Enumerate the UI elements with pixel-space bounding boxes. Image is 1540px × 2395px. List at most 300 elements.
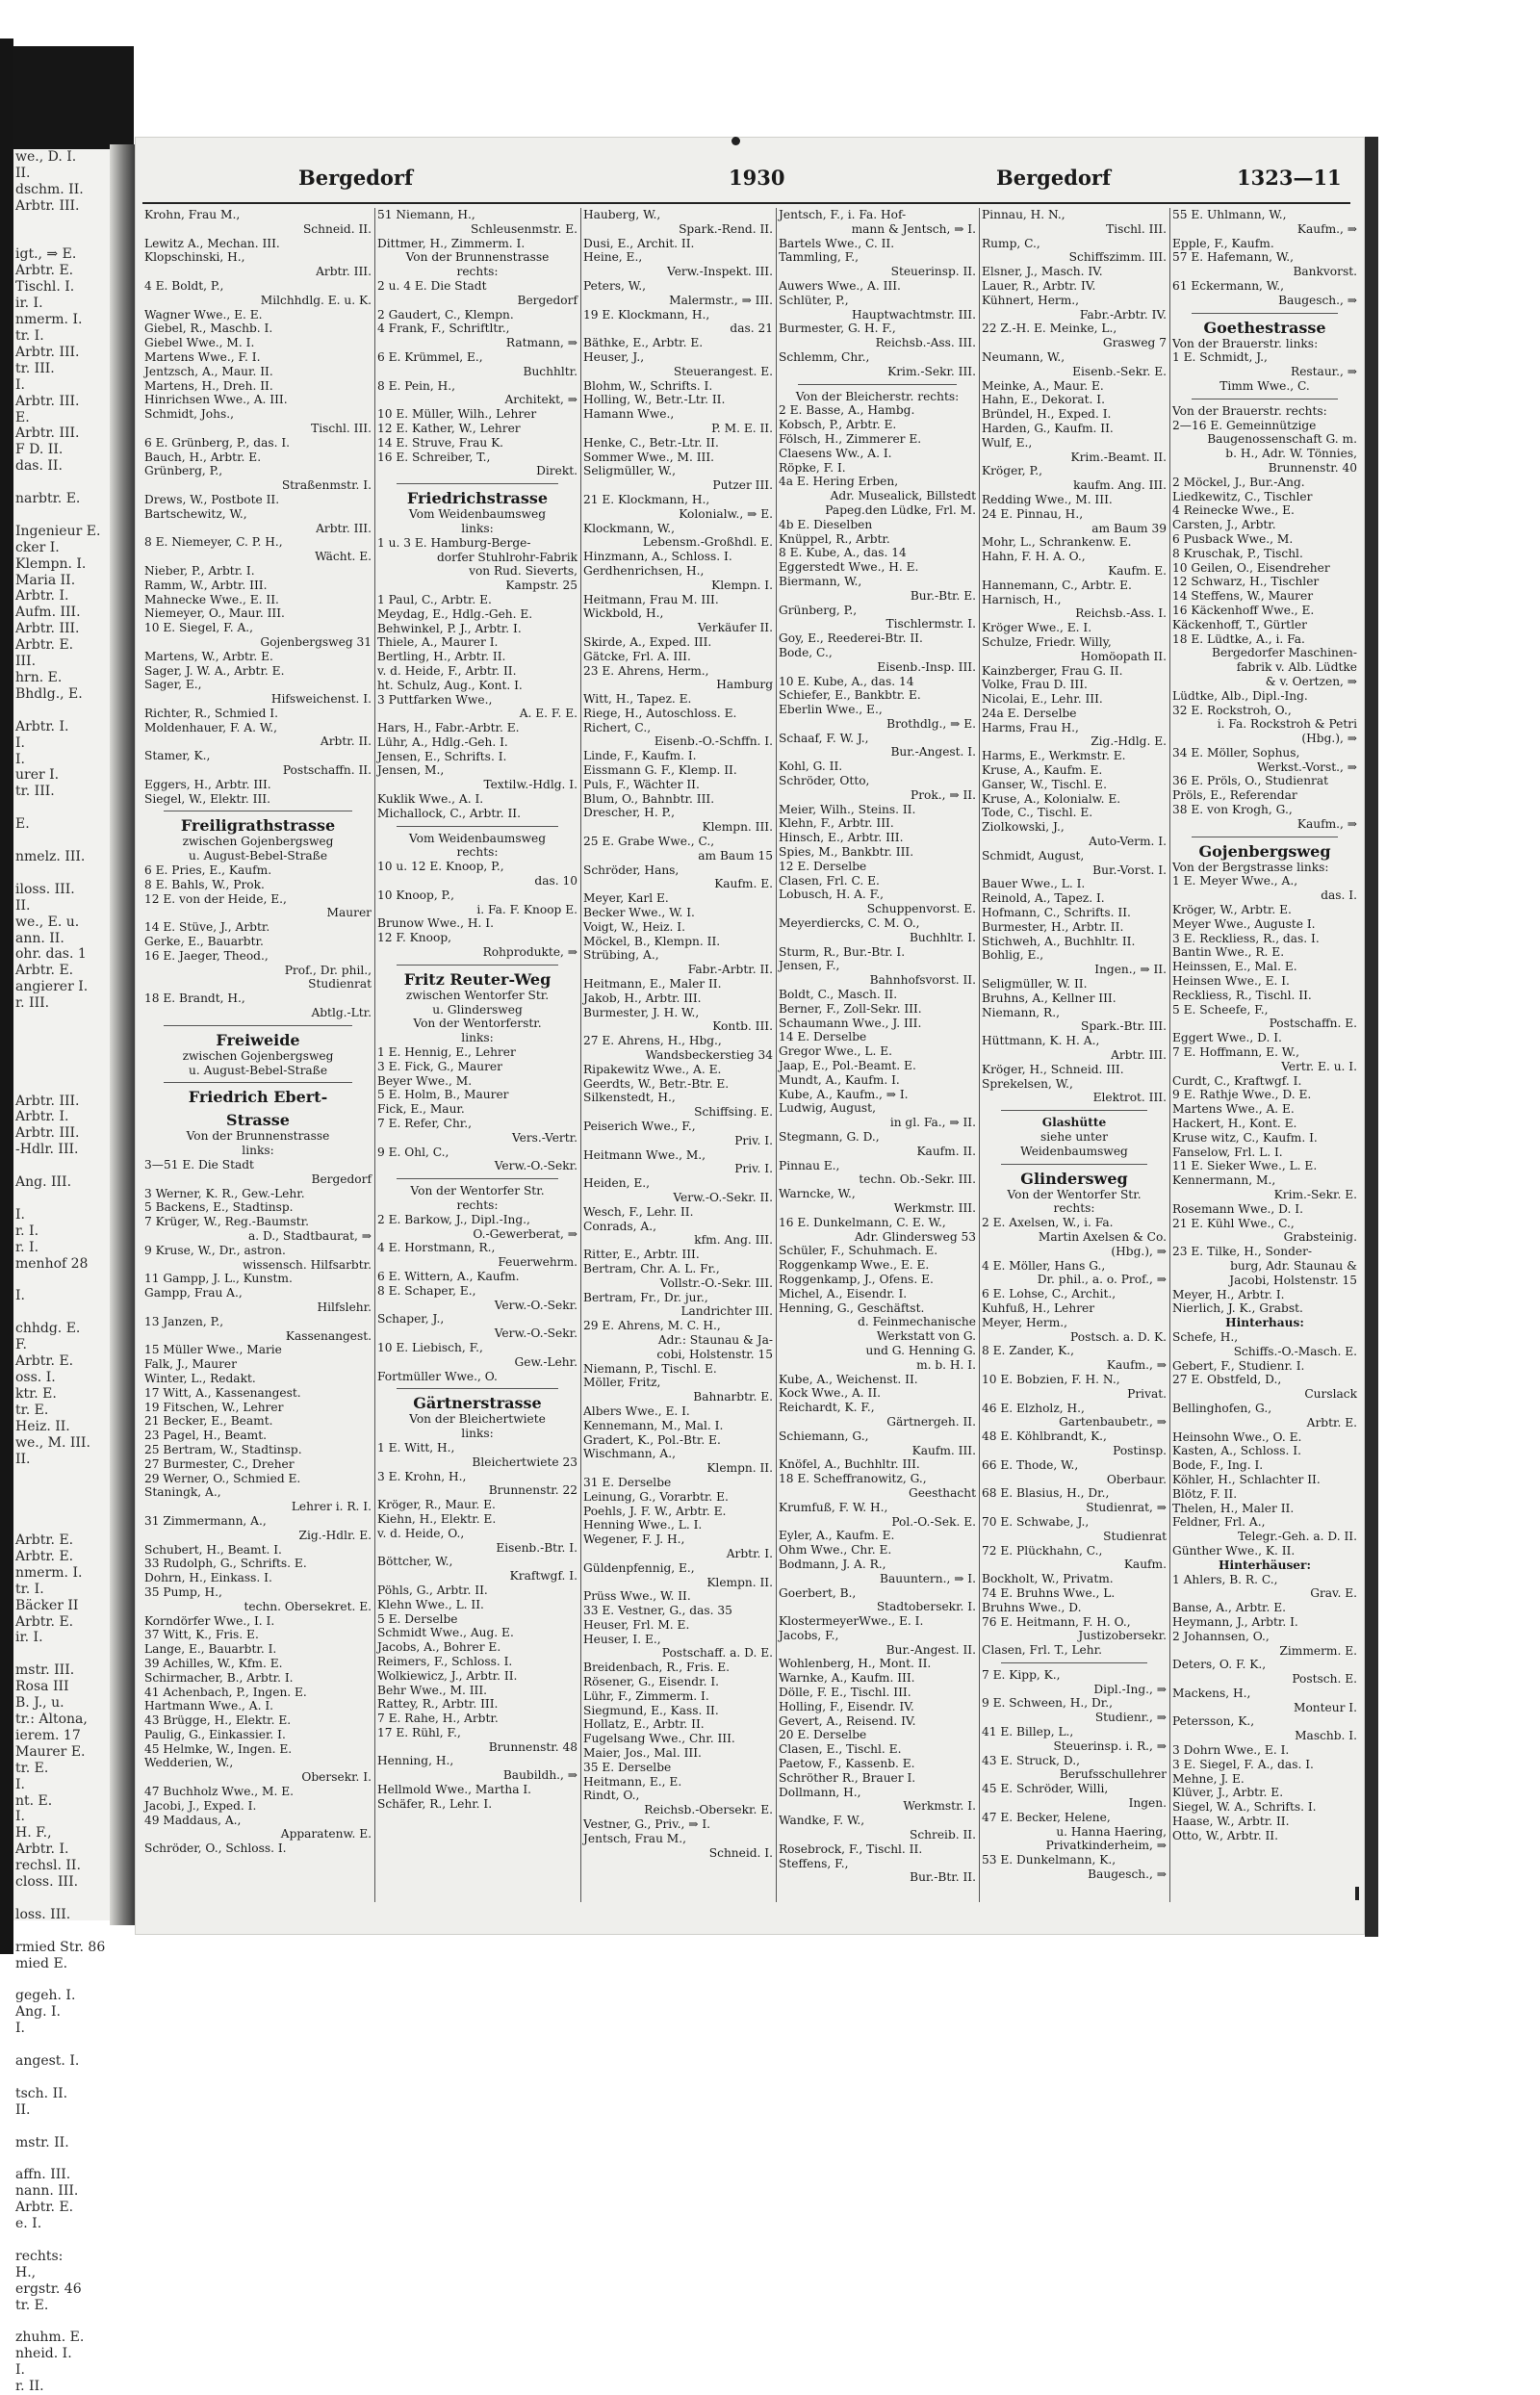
directory-entry: Biermann, W.,: [779, 574, 862, 588]
directory-entry: Heitmann Wwe., M.,: [583, 1147, 706, 1162]
directory-entry: 8 E. Schaper, E.,: [377, 1283, 476, 1298]
directory-entry: 16 E. Dunkelmann, C. E. W.,: [779, 1215, 946, 1229]
directory-entry: Meier, Wilh., Steins. II.: [779, 802, 916, 816]
left-page-line: Arbtr. III.: [15, 621, 80, 637]
directory-entry: Ritter, E., Arbtr. III.: [583, 1248, 700, 1262]
directory-entry: Tischl. III.: [1106, 221, 1167, 236]
directory-entry: Schäfer, R., Lehr. I.: [377, 1796, 493, 1811]
left-page-line: closs. III.: [15, 1874, 79, 1891]
directory-entry: 9 E. Schween, H., Dr.,: [982, 1696, 1114, 1711]
directory-entry: Feldner, Frl. A.,: [1172, 1515, 1266, 1530]
left-page-line: we., D. I.: [15, 149, 77, 165]
directory-entry: Schaaf, F. W. J.,: [779, 731, 869, 745]
directory-entry: 5 Backens, E., Stadtinsp.: [144, 1200, 294, 1215]
directory-entry: Bertram, Fr., Dr. jur.,: [583, 1290, 708, 1304]
directory-entry: Textilw.-Hdlg. I.: [483, 778, 578, 792]
directory-entry: burg, Adr. Staunau &: [1230, 1258, 1357, 1273]
header-city-left: Bergedorf: [298, 166, 414, 190]
directory-entry: Baugesch., ⇒: [1088, 1867, 1167, 1882]
directory-entry: das. 21: [730, 322, 773, 336]
directory-page: [135, 137, 1365, 1935]
left-page-line: I.: [15, 1288, 25, 1304]
directory-entry: Linde, F., Kaufm. I.: [583, 749, 697, 763]
left-page-line: gegeh. I.: [15, 1988, 76, 2004]
directory-entry: Staningk, A.,: [144, 1485, 221, 1500]
directory-entry: Ziolkowski, J.,: [982, 820, 1065, 835]
directory-entry: Heine, E.,: [583, 250, 643, 265]
section-note: Weidenbaumsweg: [1020, 1144, 1128, 1158]
directory-entry: 3 E. Reckliess, R., das. I.: [1172, 931, 1320, 945]
directory-entry: Curslack: [1304, 1387, 1357, 1402]
directory-entry: Pinnau E.,: [779, 1158, 840, 1172]
directory-entry: Sturm, R., Bur.-Btr. I.: [779, 944, 906, 959]
left-page-fragment: [13, 149, 110, 2395]
directory-entry: Tammling, F.,: [779, 250, 860, 265]
directory-entry: Albers Wwe., E. I.: [583, 1404, 690, 1418]
directory-entry: Jensen, F.,: [779, 959, 840, 973]
directory-entry: Rosebrock, F., Tischl. II.: [779, 1841, 923, 1856]
directory-entry: Claesens Ww., A. I.: [779, 446, 892, 460]
directory-entry: Heinsohn Wwe., O. E.: [1172, 1429, 1302, 1444]
directory-entry: Deters, O. F. K.,: [1172, 1658, 1267, 1672]
directory-entry: Lewitz A., Mechan. III.: [144, 236, 280, 250]
directory-entry: Reckliess, R., Tischl. II.: [1172, 988, 1312, 1002]
directory-entry: Martens, W., Arbtr. E.: [144, 649, 273, 663]
directory-entry: i. Fa. F. Knoop E.: [476, 902, 578, 916]
directory-entry: Bauer Wwe., L. I.: [982, 877, 1086, 891]
directory-entry: Klempn. II.: [706, 1575, 773, 1589]
directory-entry: 31 E. Derselbe: [583, 1475, 672, 1489]
directory-entry: Geerdts, W., Betr.-Btr. E.: [583, 1076, 730, 1091]
directory-entry: Schmidt, August,: [982, 848, 1085, 863]
directory-entry: Peiserich Wwe., F.,: [583, 1120, 696, 1133]
directory-entry: Schreib. II.: [909, 1828, 976, 1842]
directory-entry: Werkst.-Vorst., ⇒: [1256, 760, 1357, 774]
directory-entry: Heuser, Frl. M. E.: [583, 1617, 690, 1632]
directory-entry: 6 E. Krümmel, E.,: [377, 349, 483, 364]
section-note: u. Glindersweg: [432, 1002, 523, 1017]
directory-entry: Lüdtke, Alb., Dipl.-Ing.: [1172, 688, 1308, 703]
directory-entry: Falk, J., Maurer: [144, 1357, 237, 1372]
left-page-line: [13, 703, 110, 719]
section-rule: [798, 384, 957, 385]
section-note: zwischen Gojenbergsweg: [182, 1048, 334, 1063]
directory-entry: Restaur., ⇒: [1291, 365, 1357, 379]
directory-entry: 5 E. Scheefe, F.,: [1172, 1002, 1269, 1017]
directory-entry: Reinold, A., Tapez. I.: [982, 891, 1105, 906]
directory-entry: Puls, F., Wächter II.: [583, 777, 700, 791]
directory-entry: Klopschinski, H.,: [144, 250, 245, 265]
directory-entry: 14 Steffens, W., Maurer: [1172, 589, 1314, 604]
left-page-line: ktr. E.: [15, 1385, 57, 1402]
left-page-line: tr. E.: [15, 1760, 49, 1776]
directory-entry: Buchhltr.: [523, 364, 578, 378]
directory-entry: a. D., Stadtbaurat, ⇒: [247, 1229, 372, 1243]
directory-entry: Jacobs, F.,: [779, 1628, 839, 1642]
section-note: links:: [461, 1031, 494, 1045]
left-page-line: [13, 1158, 110, 1174]
directory-entry: Poehls, J. F. W., Arbtr. E.: [583, 1504, 727, 1518]
directory-entry: 3 Puttfarken Wwe.,: [377, 692, 493, 707]
directory-entry: Privat.: [1127, 1386, 1167, 1401]
directory-entry: 14 E. Struve, Frau K.: [377, 435, 504, 450]
left-page-line: [13, 507, 110, 524]
directory-entry: Clasen, Frl. C. E.: [779, 873, 880, 888]
left-page-line: tr. I.: [15, 1581, 44, 1597]
left-page-line: II.: [15, 165, 31, 181]
left-page-line: [13, 1304, 110, 1321]
directory-entry: Ratmann, ⇒: [505, 336, 578, 350]
section-rule: [164, 1025, 352, 1026]
directory-entry: kaufm. Ang. III.: [1073, 478, 1167, 493]
directory-entry: Steuerinsp. i. R., ⇒: [1053, 1738, 1167, 1753]
left-page-line: [13, 1500, 110, 1516]
directory-entry: Ramm, W., Arbtr. III.: [144, 578, 268, 592]
directory-entry: 2 E. Axelsen, W., i. Fa.: [982, 1216, 1114, 1230]
directory-entry: 8 E. Zander, K.,: [982, 1344, 1074, 1358]
directory-entry: Werkstatt von G.: [876, 1329, 976, 1344]
directory-entry: 8 Kruschak, P., Tischl.: [1172, 546, 1303, 560]
directory-entry: Postschaff. a. D. E.: [661, 1646, 773, 1661]
directory-entry: Obersekr. I.: [301, 1770, 372, 1785]
directory-entry: Reichsb.-Ass. III.: [875, 336, 976, 350]
directory-entry: Petersson, K.,: [1172, 1714, 1255, 1729]
directory-entry: Meyer Wwe., Auguste I.: [1172, 916, 1316, 931]
directory-entry: Lange, E., Bauarbtr. I.: [144, 1642, 277, 1657]
directory-entry: Lühr, A., Hdlg.-Geh. I.: [377, 734, 508, 749]
directory-entry: Schröther R., Brauer I.: [779, 1770, 916, 1785]
directory-entry: 4 E. Horstmann, R.,: [377, 1241, 496, 1255]
directory-entry: 3 Werner, K. R., Gew.-Lehr.: [144, 1186, 305, 1200]
directory-entry: Postinsp.: [1113, 1443, 1167, 1457]
directory-entry: Schüler, F., Schuhmach. E.: [779, 1244, 938, 1258]
left-page-line: Ang. I.: [15, 2004, 61, 2021]
left-page-line: tr. E.: [15, 1402, 49, 1418]
left-page-line: F D. II.: [15, 442, 64, 458]
directory-entry: Gradert, K., Pol.-Btr. E.: [583, 1432, 721, 1447]
directory-entry: Reimers, F., Schloss. I.: [377, 1654, 513, 1668]
directory-entry: Moldenhauer, F. A. W.,: [144, 720, 277, 734]
directory-entry: Riege, H., Autoschloss. E.: [583, 706, 737, 720]
directory-entry: Schleusenmstr. E.: [470, 221, 578, 236]
section-rule: [1001, 1662, 1147, 1663]
directory-entry: Sager, J. W. A., Arbtr. E.: [144, 663, 285, 678]
directory-entry: 1 Ahlers, B. R. C.,: [1172, 1572, 1278, 1586]
section-rule: [397, 965, 558, 966]
directory-entry: Tischl. III.: [311, 421, 372, 435]
section-note: u. August-Bebel-Straße: [188, 1063, 328, 1077]
directory-entry: Kröger, P.,: [982, 464, 1042, 478]
directory-entry: A. E. F. E.: [519, 707, 578, 721]
directory-entry: 25 Bertram, W., Stadtinsp.: [144, 1442, 302, 1456]
directory-entry: Bergedorfer Maschinen-: [1212, 646, 1357, 660]
directory-entry: 2 u. 4 E. Die Stadt: [377, 278, 487, 293]
left-page-line: I.: [15, 751, 25, 767]
left-page-line: r. I.: [15, 1223, 39, 1239]
directory-entry: 38 E. von Krogh, G.,: [1172, 803, 1293, 817]
directory-entry: Neumann, W.,: [982, 349, 1065, 364]
directory-entry: 43 E. Struck, D.,: [982, 1753, 1080, 1767]
directory-entry: 31 Zimmermann, A.,: [144, 1513, 267, 1528]
directory-entry: Jacobi, J., Exped. I.: [144, 1798, 257, 1813]
left-page-line: iloss. III.: [15, 881, 75, 897]
directory-entry: 16 Käckenhoff Wwe., E.: [1172, 603, 1315, 617]
directory-entry: 10 Geilen, O., Eisendreher: [1172, 560, 1330, 575]
left-page-line: B. J., u.: [15, 1695, 64, 1712]
directory-entry: Bur.-Btr. II.: [910, 1870, 976, 1885]
left-page-line: nmerm. I.: [15, 312, 83, 328]
directory-entry: 12 Schwarz, H., Tischler: [1172, 575, 1320, 589]
directory-entry: Möller, Fritz,: [583, 1376, 661, 1390]
directory-entry: Schaumann Wwe., J. III.: [779, 1016, 922, 1030]
directory-entry: Malermstr., ⇒ III.: [669, 293, 773, 307]
directory-entry: Verw.-O.-Sekr.: [494, 1298, 578, 1312]
directory-entry: dorfer Stuhlrohr-Fabrik: [437, 550, 578, 564]
directory-entry: 4 Frank, F., Schriftltr.,: [377, 322, 510, 336]
directory-entry: 32 E. Rockstroh, O.,: [1172, 703, 1292, 717]
directory-entry: u. Hanna Haering,: [1056, 1824, 1167, 1839]
directory-entry: 41 Achenbach, P., Ingen. E.: [144, 1685, 307, 1699]
directory-entry: Breidenbach, R., Fris. E.: [583, 1661, 730, 1675]
directory-entry: Kaufm. E.: [714, 877, 773, 891]
left-page-line: F.: [15, 1337, 27, 1353]
directory-entry: Martens, H., Dreh. II.: [144, 378, 273, 393]
left-page-line: [13, 1891, 110, 1907]
directory-entry: 6 E. Wittern, A., Kaufm.: [377, 1269, 520, 1283]
directory-entry: 46 E. Elzholz, H.,: [982, 1401, 1085, 1415]
directory-entry: Dohrn, H., Einkass. I.: [144, 1571, 272, 1585]
left-page-line: Arbtr. E.: [15, 1613, 74, 1630]
left-page-line: menhof 28: [15, 1255, 89, 1272]
directory-entry: 41 E. Billep, L.,: [982, 1725, 1074, 1739]
directory-entry: Kolonialw., ⇒ E.: [679, 506, 773, 521]
directory-entry: 45 E. Schröder, Willi,: [982, 1782, 1109, 1796]
left-page-line: Klempn. I.: [15, 555, 87, 572]
directory-entry: 49 Maddaus, A.,: [144, 1813, 242, 1827]
directory-entry: Lühr, F., Zimmerm. I.: [583, 1688, 709, 1703]
directory-entry: Hahn, E., Dekorat. I.: [982, 393, 1105, 407]
directory-entry: 47 Buchholz Wwe., M. E.: [144, 1785, 295, 1799]
directory-entry: Klempn. II.: [706, 1461, 773, 1476]
column-divider: [374, 208, 375, 1902]
directory-entry: Hellmold Wwe., Martha I.: [377, 1783, 532, 1797]
directory-entry: Nicolai, E., Lehr. III.: [982, 692, 1103, 707]
directory-entry: Wohlenberg, H., Mont. II.: [779, 1657, 932, 1671]
directory-entry: Arbtr. II.: [320, 734, 372, 749]
left-page-line: Bhdlg., E.: [15, 685, 83, 702]
left-page-line: Arbtr. E.: [15, 263, 74, 279]
directory-entry: Martens Wwe., F. I.: [144, 349, 261, 364]
directory-entry: Brunnenstr. 22: [488, 1483, 578, 1498]
directory-entry: Sager, E.,: [144, 678, 202, 692]
directory-entry: Beyer Wwe., M.: [377, 1073, 473, 1088]
directory-entry: Buchhltr. I.: [909, 930, 976, 944]
directory-entry: Kainzberger, Frau G. II.: [982, 663, 1123, 678]
directory-entry: Kühnert, Herm.,: [982, 293, 1080, 307]
directory-entry: Hinrichsen Wwe., A. III.: [144, 393, 288, 407]
directory-entry: Vertr. E. u. I.: [1281, 1059, 1357, 1073]
left-page-line: we., E. u.: [15, 914, 80, 930]
left-page-line: Arbtr. E.: [15, 637, 74, 654]
edge-mark: [1355, 1887, 1359, 1900]
left-page-line: I.: [15, 1809, 25, 1825]
directory-entry: 14 E. Stüve, J., Arbtr.: [144, 920, 270, 935]
left-page-line: ierem. 17: [15, 1727, 81, 1743]
left-page-line: Arbtr. E.: [15, 1353, 74, 1370]
directory-entry: 12 E. Kather, W., Lehrer: [377, 421, 521, 435]
directory-entry: Knüppel, R., Arbtr.: [779, 531, 890, 546]
directory-entry: Jensen, E., Schrifts. I.: [377, 749, 507, 763]
directory-entry: Schneid. II.: [302, 221, 372, 236]
section-note: Von der Wentorferstr.: [413, 1017, 542, 1031]
column-1: [144, 208, 372, 1912]
left-page-line: ergstr. 46: [15, 2280, 82, 2297]
directory-entry: Schiefer, E., Bankbtr. E.: [779, 688, 921, 703]
left-page-line: H.,: [15, 2264, 37, 2280]
directory-entry: Goerbert, B.,: [779, 1585, 857, 1600]
directory-entry: 33 E. Vestner, G., das. 35: [583, 1604, 732, 1618]
directory-entry: Curdt, C., Kraftwgf. I.: [1172, 1073, 1302, 1088]
directory-entry: Böttcher, W.,: [377, 1555, 453, 1569]
directory-entry: fabrik v. Alb. Lüdtke: [1236, 660, 1357, 675]
directory-entry: Bahnarbtr. E.: [693, 1390, 773, 1404]
directory-entry: Eisenb.-O.-Schffn. I.: [654, 734, 773, 749]
book-gutter: [110, 144, 135, 1925]
directory-entry: 35 E. Derselbe: [583, 1760, 672, 1774]
directory-entry: Grünberg, P.,: [779, 603, 858, 617]
directory-entry: Direkt.: [536, 464, 578, 478]
section-note: Von der Wentorfer Str.: [410, 1184, 545, 1198]
section-rule: [1192, 313, 1338, 314]
directory-entry: Wegener, F. J. H.,: [583, 1532, 685, 1547]
directory-entry: Henning Wwe., L. I.: [583, 1518, 703, 1532]
directory-entry: 5 E. Derselbe: [377, 1611, 458, 1626]
directory-entry: Verw.-O.-Sekr. II.: [673, 1190, 773, 1204]
left-page-line: Aufm. III.: [15, 605, 81, 621]
directory-entry: Niemann, R.,: [982, 1005, 1060, 1019]
directory-entry: 7 E. Rahe, H., Arbtr.: [377, 1712, 499, 1726]
street-heading: Fritz Reuter-Weg: [403, 969, 552, 989]
directory-entry: Harms, E., Werkmstr. E.: [982, 749, 1126, 763]
left-page-line: r. I.: [15, 1239, 39, 1255]
directory-entry: 10 E. Liebisch, F.,: [377, 1340, 483, 1354]
directory-entry: 18 E. Lüdtke, A., i. Fa.: [1172, 631, 1305, 646]
directory-entry: Gärtnergeh. II.: [886, 1414, 976, 1429]
left-page-line: Ang. III.: [15, 1174, 72, 1191]
directory-entry: Landrichter III.: [680, 1304, 773, 1319]
directory-entry: 15 Müller Wwe., Marie: [144, 1343, 282, 1357]
directory-entry: Epple, F., Kaufm.: [1172, 236, 1274, 250]
section-note: zwischen Wentorfer Str.: [405, 988, 550, 1002]
directory-entry: Justizobersekr.: [1078, 1629, 1167, 1643]
directory-entry: Redding Wwe., M. III.: [982, 492, 1113, 506]
left-page-line: Arbtr. I.: [15, 1109, 69, 1125]
directory-entry: Witt, H., Tapez. E.: [583, 692, 692, 707]
directory-entry: 7 Krüger, W., Reg.-Baumstr.: [144, 1215, 309, 1229]
directory-entry: Roggenkamp, J., Ofens. E.: [779, 1272, 934, 1286]
directory-entry: Meyerdiercks, C. M. O.,: [779, 916, 920, 931]
directory-entry: Schiemann, G.,: [779, 1429, 869, 1443]
directory-entry: Brothdlg., ⇒ E.: [886, 716, 976, 731]
directory-entry: Zig.-Hdlr. E.: [298, 1528, 372, 1542]
directory-entry: Peters, W.,: [583, 278, 646, 293]
directory-entry: 27 Burmester, C., Dreher: [144, 1456, 295, 1471]
directory-entry: am Baum 15: [698, 848, 773, 863]
directory-entry: Holling, F., Eisendr. IV.: [779, 1699, 914, 1713]
street-heading: Friedrichstrasse: [406, 489, 549, 508]
directory-entry: Homöopath II.: [1080, 649, 1167, 663]
directory-entry: Werkmstr. I.: [903, 1799, 976, 1814]
directory-entry: Bleichertwiete 23: [472, 1455, 578, 1469]
directory-entry: Gerke, E., Bauarbtr.: [144, 935, 264, 949]
directory-entry: 21 E. Kühl Wwe., C.,: [1172, 1216, 1295, 1230]
left-page-line: tr.: Altona,: [15, 1712, 88, 1727]
directory-entry: 21 E. Klockmann, H.,: [583, 492, 710, 506]
directory-entry: Rattey, R., Arbtr. III.: [377, 1697, 499, 1712]
header-rule: [142, 202, 1350, 204]
directory-entry: 29 E. Ahrens, M. C. H.,: [583, 1319, 721, 1333]
left-page-line: Arbtr. E.: [15, 963, 74, 979]
directory-entry: Schlemm, Chr.,: [779, 349, 870, 364]
left-page-line: Arbtr. E.: [15, 1532, 74, 1549]
directory-entry: 1 E. Witt, H.,: [377, 1440, 455, 1455]
directory-entry: 74 E. Bruhns Wwe., L.: [982, 1585, 1116, 1600]
directory-entry: (Hbg.), ⇒: [1301, 732, 1357, 746]
directory-entry: das. I.: [1321, 888, 1357, 903]
directory-entry: 22 Z.-H. E. Meinke, L.,: [982, 322, 1117, 336]
left-page-line: r. II.: [15, 2379, 44, 2395]
directory-entry: 37 Witt, K., Fris. E.: [144, 1628, 259, 1642]
directory-entry: Siegel, W., Elektr. III.: [144, 791, 270, 806]
section-note: Hinterhäuser:: [1219, 1558, 1311, 1572]
directory-entry: Vollstr.-O.-Sekr. III.: [659, 1275, 773, 1290]
directory-entry: Straßenmstr. I.: [281, 478, 372, 493]
directory-entry: Hamann Wwe.,: [583, 407, 675, 422]
directory-entry: Schmidt Wwe., Aug. E.: [377, 1626, 514, 1640]
directory-entry: Stichweh, A., Buchhltr. II.: [982, 934, 1136, 948]
directory-entry: Privatkinderheim, ⇒: [1045, 1839, 1167, 1853]
left-page-line: Arbtr. III.: [15, 1125, 80, 1142]
directory-entry: Bergedorf: [517, 293, 578, 307]
directory-entry: Pöhls, G., Arbtr. II.: [377, 1583, 488, 1597]
directory-entry: Bartels Wwe., C. II.: [779, 236, 895, 250]
directory-entry: 8 E. Kube, A., das. 14: [779, 546, 907, 560]
directory-entry: Clasen, Frl. T., Lehr.: [982, 1643, 1102, 1658]
directory-entry: Pröls, E., Referendar: [1172, 788, 1297, 803]
directory-entry: 10 E. Siegel, F. A.,: [144, 621, 254, 635]
left-page-line: tr. E.: [15, 2297, 49, 2313]
directory-entry: Dusi, E., Archit. II.: [583, 236, 695, 250]
section-note: u. August-Bebel-Straße: [188, 849, 328, 863]
directory-entry: 16 E. Schreiber, T.,: [377, 450, 491, 464]
section-note: Von der Brunnenstrasse: [186, 1129, 330, 1144]
left-page-line: [13, 1923, 110, 1940]
directory-entry: Kruse, A., Kolonialw. E.: [982, 791, 1121, 806]
directory-entry: Ingen., ⇒ II.: [1094, 963, 1167, 977]
directory-entry: Hüttmann, K. H. A.,: [982, 1034, 1100, 1048]
directory-entry: 16 E. Jaeger, Theod.,: [144, 948, 269, 963]
directory-entry: 17 Witt, A., Kassenangest.: [144, 1385, 301, 1400]
directory-entry: 5 E. Holm, B., Maurer: [377, 1088, 509, 1102]
directory-entry: Hofmann, C., Schrifts. II.: [982, 906, 1131, 920]
directory-entry: Seligmüller, W.,: [583, 464, 676, 478]
section-rule: [397, 483, 558, 484]
directory-entry: Lauer, R., Arbtr. IV.: [982, 278, 1096, 293]
directory-entry: Giebel, R., Maschb. I.: [144, 322, 273, 336]
directory-entry: 6 E. Grünberg, P., das. I.: [144, 435, 291, 450]
left-page-line: [13, 2232, 110, 2249]
directory-entry: Postsch. a. D. K.: [1070, 1329, 1167, 1344]
